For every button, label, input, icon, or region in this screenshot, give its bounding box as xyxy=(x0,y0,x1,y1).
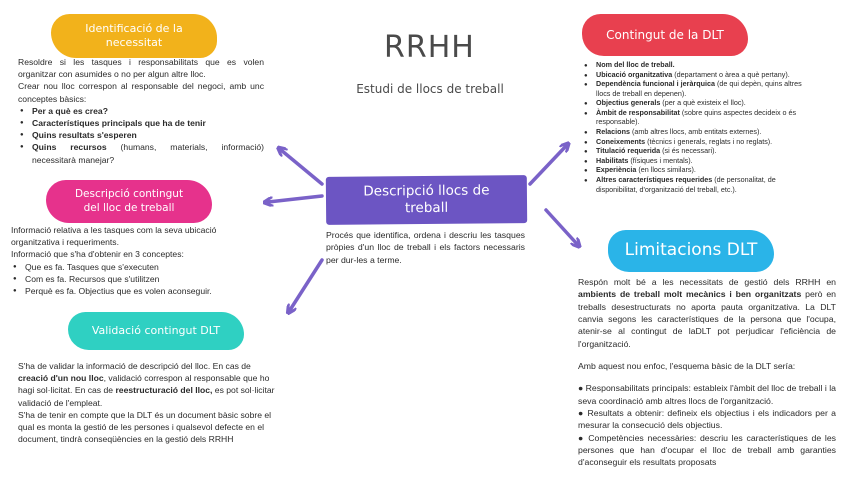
validacio-label: Validació contingut DLT xyxy=(68,312,244,350)
descripcio-p1: Informació relativa a les tasques com la seva ubicació organitzativa i requeriments. xyxy=(11,225,217,248)
page-subtitle: Estudi de llocs de treball xyxy=(356,82,504,96)
list-item: ● Dependència funcional i jeràrquica (de qui depèn, quins altres llocs de treball en depenen). xyxy=(582,79,804,98)
arrow-to-identificacio xyxy=(281,150,322,184)
descripcio-label: Descripció contingut del lloc de treball xyxy=(46,180,212,223)
list-item: ● Habilitats (físiques i mentals). xyxy=(582,156,804,166)
identificacio-label: Identificació de la necessitat xyxy=(51,14,217,58)
contingut-list xyxy=(582,60,804,194)
list-item: ● Quins recursos (humans, materials, informació) necessitarà manejar? xyxy=(18,141,264,165)
limitacions-p2: Amb aquest nou enfoc, l'esquema bàsic de la DLT sería: xyxy=(578,361,796,372)
limitacions-item: ● Competències necessàries: descriu les característiques de les persones que han d'ocupar el lloc de treball amb garanties d'aconseguir els resultats proposats xyxy=(578,432,836,468)
list-item: ● Nom del lloc de treball. xyxy=(582,60,804,70)
list-item: ● Per a què es crea? xyxy=(18,105,264,117)
list-item: ● Perquè es fa. Objectius que es volen aconseguir. xyxy=(11,285,261,297)
contingut-label: Contingut de la DLT xyxy=(582,14,748,56)
validacio-p2: S'ha de tenir en compte que la DLT és un document bàsic sobre el qual es monta la gestió de les persones i qualsevol defecte en el document, tindrà conseqüències en la gestió dels RRHH xyxy=(18,409,272,445)
arrow-to-contingut xyxy=(530,146,566,184)
limitacions-p1: Respón molt bé a les necessitats de gestió dels RRHH en ambients de treball molt mecànics i ben organitzats però en treballs desestructurats no aporta pauta organitzativa. La DLT canvia segons les característiques de la persona que l'ocupa, atenir-se al contingut de laDLT pot perjudicar l'eficiència de l'organització. xyxy=(578,277,836,349)
limitacions-item: ● Resultats a obtenir: defineix els objectius i els indicadors per a mesurar la consecució dels objectius. xyxy=(578,408,836,431)
arrow-to-descripcio xyxy=(268,196,322,202)
validacio-p1: S'ha de validar la informació de descripció del lloc. En cas de creació d'un nou lloc, validació correspon al responsable que ho hagi sol·licitat. En cas de reestructuració del lloc, es pot sol·licitar validació de l'empleat. xyxy=(18,361,275,408)
arrow-to-limitacions xyxy=(546,210,577,244)
arrow-to-validacio xyxy=(290,260,322,310)
list-item: ● Àmbit de responsabilitat (sobre quins aspectes decideix o és responsable). xyxy=(582,108,804,127)
list-item: ● Titulació requerida (si és necessari). xyxy=(582,146,804,156)
list-item: ● Ubicació organitzativa (departament o àrea a què pertany). xyxy=(582,70,804,80)
list-item: ● Quins resultats s'esperen xyxy=(18,129,264,141)
center-node-text: Procés que identifica, ordena i descriu les tasques pròpies d'un lloc de treball i els factors necessaris per dur-les a terme. xyxy=(326,230,525,265)
list-item: ● Altres característiques requerides (de personalitat, de disponibilitat, d'organització del treball, etc.). xyxy=(582,175,804,194)
list-item: ● Objectius generals (per a què existeix el lloc). xyxy=(582,98,804,108)
descripcio-body xyxy=(11,224,261,297)
list-item: ● Coneixements (tècnics i generals, reglats i no reglats). xyxy=(582,137,804,147)
page-title: RRHH xyxy=(384,30,475,65)
list-item: ● Que es fa. Tasques que s'executen xyxy=(11,261,261,273)
center-node-label: Descripció llocs de treball xyxy=(326,175,527,225)
validacio-body xyxy=(18,360,276,445)
limitacions-body xyxy=(578,276,836,469)
list-item: ● Relacions (amb altres llocs, amb entitats externes). xyxy=(582,127,804,137)
list-item: ● Com es fa. Recursos que s'utilitzen xyxy=(11,273,261,285)
identificacio-list xyxy=(18,105,264,166)
identificacio-p2: Crear nou lloc correspon al responsable del negoci, amb unc conceptes bàsics: xyxy=(18,81,264,104)
identificacio-body xyxy=(18,56,264,166)
list-item: ● Característiques principals que ha de tenir xyxy=(18,117,264,129)
list-item: ● Experiència (en llocs similars). xyxy=(582,165,804,175)
limitacions-item: ● Responsabilitats principals: estableix l'àmbit del lloc de treball i la seva coordinació amb altres llocs de l'organització. xyxy=(578,383,837,406)
descripcio-list xyxy=(11,261,261,298)
limitacions-label: Limitacions DLT xyxy=(608,230,774,272)
descripcio-p2: Informació que s'ha d'obtenir en 3 conceptes: xyxy=(11,249,184,260)
identificacio-p1: Resoldre si les tasques i responsabilitats que es volen organitzar con asumides o no per algun altre lloc. xyxy=(18,57,264,80)
